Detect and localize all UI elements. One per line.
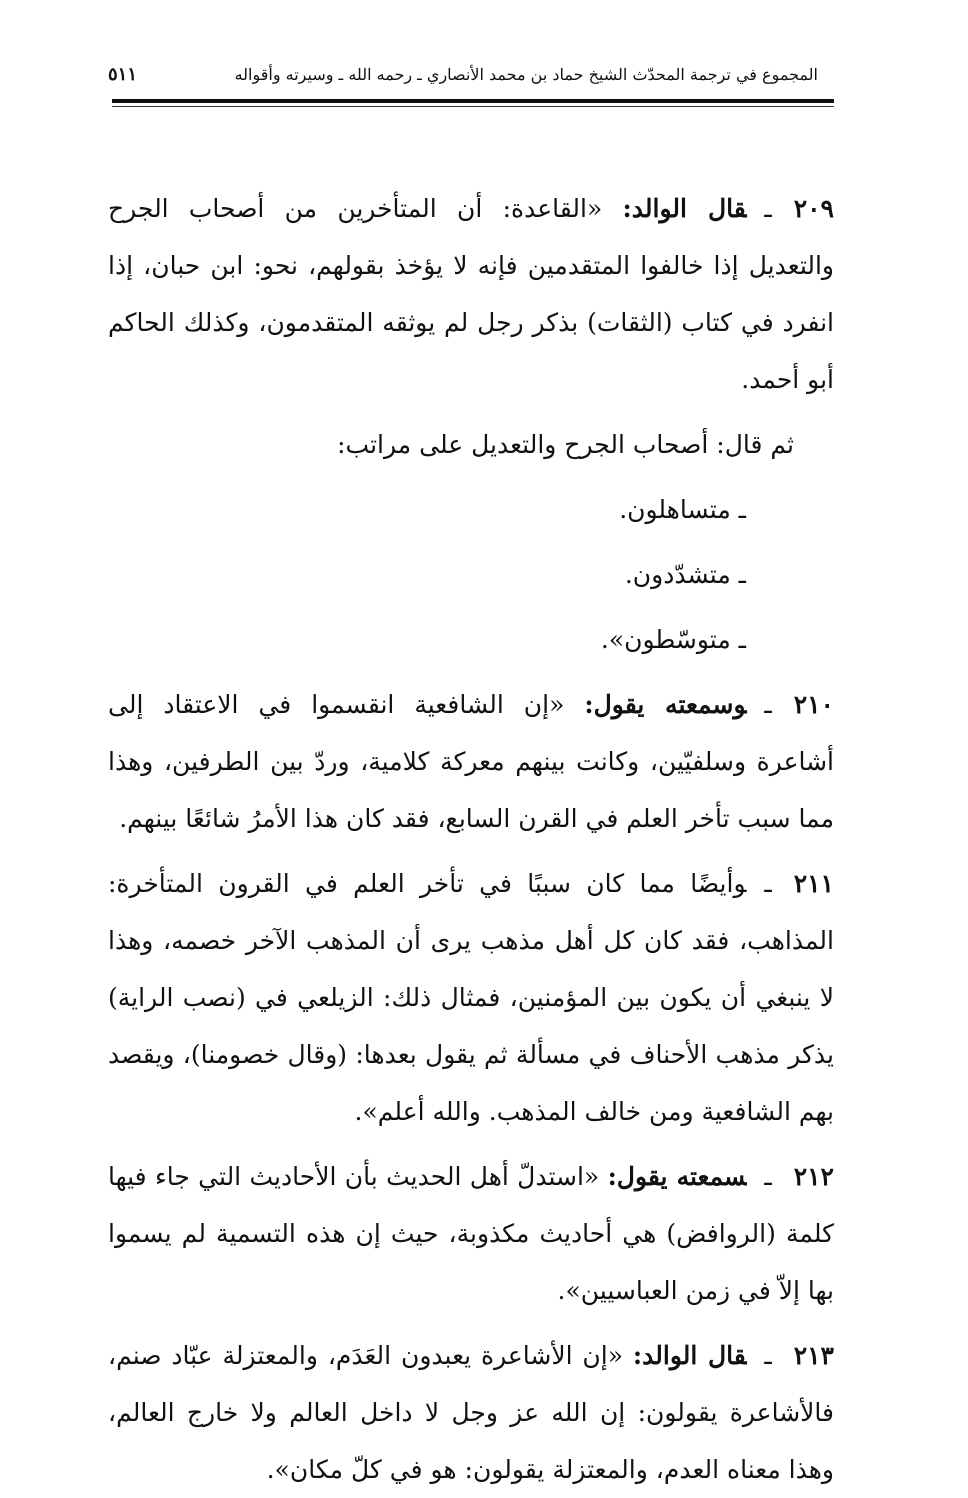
entry-number: ٢١٣ <box>793 1341 834 1370</box>
entry-209 <box>108 180 834 408</box>
entry-211 <box>108 855 834 1140</box>
entry-number: ٢١٢ <box>793 1162 834 1191</box>
entry-212 <box>108 1148 834 1319</box>
entry-speaker: قال الوالد: <box>632 1341 747 1370</box>
entry-speaker: قال الوالد: <box>622 194 747 223</box>
entry-text: «استدلّ أهل الحديث بأن الأحاديث التي جاء فيها كلمة (الروافض) هي أحاديث مكذوبة، حيث إن هذه التسمية لم يسموا بها إلاّ في زمن العباسيين». <box>108 1162 834 1305</box>
list-item: ـ متساهلون. <box>619 495 746 524</box>
entry-text: «إن الأشاعرة يعبدون العَدَم، والمعتزلة عبّاد صنم، فالأشاعرة يقولون: إن الله عز وجل لا داخل العالم ولا خارج العالم، وهذا معناه العدم، والمعتزلة يقولون: هو في كلّ مكان». <box>108 1341 834 1484</box>
entry-text: وأيضًا مما كان سببًا في تأخر العلم في القرون المتأخرة: المذاهب، فقد كان كل أهل مذهب يرى أن المذهب الآخر خصمه، وهذا لا ينبغي أن يكون بين المؤمنين، فمثال ذلك: الزيلعي في (نصب الراية) يذكر مذهب الأحناف في مسألة ثم يقول بعدها: (وقال خصومنا)، ويقصد بهم الشافعية ومن خالف المذهب. والله أعلم». <box>108 869 834 1126</box>
entry-dash: ـ <box>764 1162 772 1191</box>
header-rule-thin <box>112 106 834 107</box>
entry-dash: ـ <box>764 194 772 223</box>
page-body <box>108 180 834 1498</box>
running-title: المجموع في ترجمة المحدّث الشيخ حماد بن محمد الأنصاري ـ رحمه الله ـ وسيرته وأقواله <box>234 64 818 84</box>
entry-number: ٢٠٩ <box>793 194 834 223</box>
page-header <box>108 56 818 92</box>
page-number: ٥١١ <box>108 63 138 85</box>
entry-number: ٢١١ <box>793 869 834 898</box>
entry-speaker: سمعته يقول: <box>607 1162 747 1191</box>
entry-dash: ـ <box>764 1341 772 1370</box>
list-item: ـ متشدّدون. <box>624 560 746 589</box>
entry-text: «إن الشافعية انقسموا في الاعتقاد إلى أشاعرة وسلفيّين، وكانت بينهم معركة كلامية، وردّ بين الطرفين، وهذا مما سبب تأخر العلم في القرن السابع، فقد كان هذا الأمرُ شائعًا بينهم. <box>108 690 834 833</box>
list-item: ـ متوسّطون». <box>600 625 746 654</box>
entry-dash: ـ <box>764 869 772 898</box>
entry-dash: ـ <box>764 690 772 719</box>
entry-speaker: وسمعته يقول: <box>584 690 747 719</box>
entry-213 <box>108 1327 834 1498</box>
entry-209-continuation: ثم قال: أصحاب الجرح والتعديل على مراتب: <box>337 430 794 459</box>
entry-210 <box>108 676 834 847</box>
entry-number: ٢١٠ <box>793 690 834 719</box>
entry-text: «القاعدة: أن المتأخرين من أصحاب الجرح والتعديل إذا خالفوا المتقدمين فإنه لا يؤخذ بقولهم، نحو: ابن حبان، إذا انفرد في كتاب (الثقات) بذكر رجل لم يوثقه المتقدمون، وكذلك الحاكم أبو أحمد. <box>108 194 834 394</box>
header-rule-thick <box>112 99 834 103</box>
